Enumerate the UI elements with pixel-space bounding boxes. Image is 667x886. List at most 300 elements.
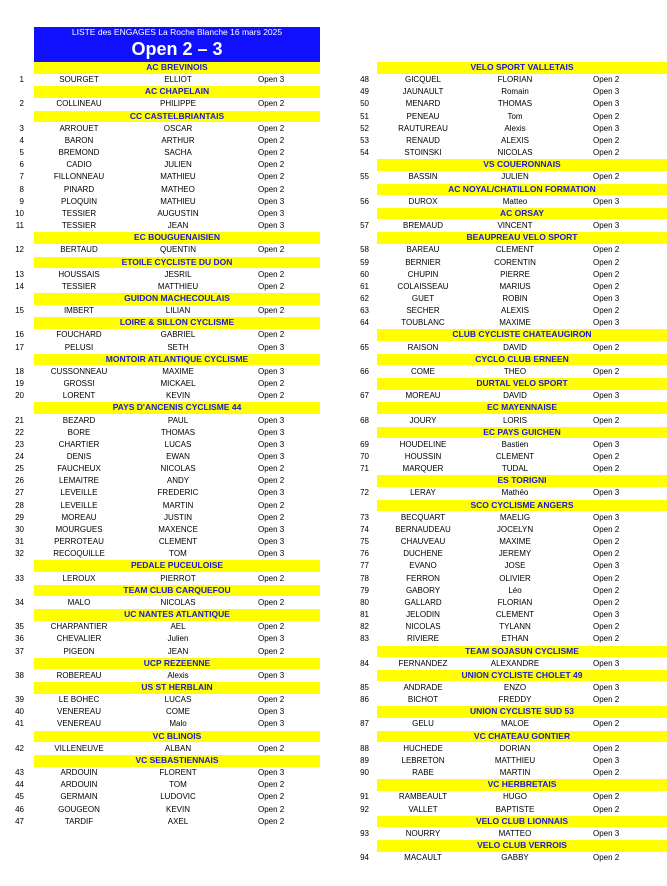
rider-row	[0, 573, 330, 585]
rider-row	[345, 342, 667, 354]
rider-lastname: FOUCHARD	[56, 330, 102, 340]
rider-number: 59	[360, 257, 369, 267]
club-header-row	[0, 755, 330, 767]
rider-category: Open 2	[593, 792, 620, 802]
rider-lastname: ANDRADE	[403, 682, 443, 692]
rider-row	[0, 159, 330, 171]
rider-lastname: RAMBEAULT	[398, 792, 448, 802]
rider-firstname: CLEMENT	[495, 610, 535, 620]
rider-category: Open 3	[258, 768, 285, 778]
rider-firstname: Malo	[169, 719, 187, 729]
club-name: UCP REZEENNE	[34, 658, 320, 670]
rider-category: Open 2	[593, 281, 620, 291]
rider-firstname: TOM	[169, 780, 187, 790]
rider-lastname: ROBEREAU	[56, 670, 102, 680]
club-name: UNION CYCLISTE CHOLET 49	[377, 670, 667, 682]
rider-firstname: GABBY	[501, 853, 529, 863]
list-subtitle: LISTE des ENGAGES La Roche Blanche 16 mars 2025	[71, 27, 283, 37]
rider-lastname: ARDOUIN	[60, 780, 98, 790]
rider-lastname: CHUPIN	[407, 269, 439, 279]
rider-row	[345, 463, 667, 475]
rider-row	[0, 305, 330, 317]
rider-lastname: MOREAU	[405, 391, 441, 401]
rider-number: 11	[15, 221, 24, 231]
club-header-row	[345, 731, 667, 743]
rider-category: Open 2	[593, 306, 620, 316]
rider-lastname: JAUNAULT	[402, 87, 444, 97]
rider-lastname: GERMAIN	[60, 792, 98, 802]
rider-lastname: LEBRETON	[401, 755, 445, 765]
rider-lastname: STOINSKI	[404, 148, 442, 158]
rider-number: 64	[360, 318, 369, 328]
rider-number: 78	[360, 573, 369, 583]
club-name: VELO CLUB VERROIS	[377, 840, 667, 852]
rider-firstname: JESRIL	[164, 269, 192, 279]
rider-category: Open 3	[593, 755, 620, 765]
club-header-row	[345, 354, 667, 366]
rider-row	[0, 548, 330, 560]
rider-category: Open 2	[593, 366, 620, 376]
rider-row	[0, 621, 330, 633]
rider-lastname: GROSSI	[63, 379, 95, 389]
club-header-row	[345, 706, 667, 718]
rider-category: Open 3	[258, 524, 285, 534]
rider-lastname: MACAULT	[404, 853, 442, 863]
rider-number: 41	[15, 719, 24, 729]
rider-number: 79	[360, 585, 369, 595]
rider-number: 22	[15, 427, 24, 437]
rider-row	[345, 390, 667, 402]
rider-number: 27	[15, 488, 24, 498]
rider-lastname: PELUSI	[64, 342, 94, 352]
rider-firstname: CORENTIN	[494, 257, 536, 267]
rider-firstname: KEVIN	[165, 391, 190, 401]
rider-firstname: THOMAS	[160, 427, 196, 437]
list-title: Open 2 – 3	[131, 39, 223, 59]
rider-number: 75	[360, 537, 369, 547]
rider-number: 55	[360, 172, 369, 182]
rider-firstname: CLEMENT	[495, 245, 535, 255]
rider-lastname: RAUTUREAU	[398, 123, 448, 133]
rider-lastname: TOUBLANC	[401, 318, 445, 328]
rider-category: Open 2	[258, 695, 285, 705]
rider-category: Open 2	[593, 597, 620, 607]
club-header-row	[0, 257, 330, 269]
rider-number: 63	[360, 306, 369, 316]
rider-number: 80	[360, 597, 369, 607]
rider-category: Open 2	[593, 342, 620, 352]
rider-lastname: JOURY	[409, 415, 437, 425]
rider-category: Open 2	[258, 464, 285, 474]
rider-category: Open 2	[258, 99, 285, 109]
rider-firstname: AEL	[170, 622, 186, 632]
rider-category: Open 2	[593, 853, 620, 863]
rider-row	[0, 390, 330, 402]
rider-category: Open 3	[593, 123, 620, 133]
rider-lastname: BERNIER	[405, 257, 441, 267]
rider-number: 48	[360, 75, 369, 85]
club-name: GUIDON MACHECOULAIS	[34, 293, 320, 305]
rider-number: 60	[360, 269, 369, 279]
rider-number: 67	[360, 391, 369, 401]
rider-firstname: LUCAS	[164, 695, 192, 705]
rider-lastname: MALO	[67, 597, 91, 607]
rider-row	[345, 718, 667, 730]
club-header-row	[345, 427, 667, 439]
club-header-row	[345, 646, 667, 658]
rider-number: 38	[15, 670, 24, 680]
club-header-row	[0, 585, 330, 597]
rider-firstname: OSCAR	[163, 123, 193, 133]
rider-firstname: BAPTISTE	[495, 804, 535, 814]
rider-row	[0, 706, 330, 718]
rider-row	[345, 828, 667, 840]
rider-number: 56	[360, 196, 369, 206]
rider-firstname: MATHEO	[161, 184, 195, 194]
rider-number: 72	[360, 488, 369, 498]
rider-number: 35	[15, 622, 24, 632]
rider-lastname: VILLENEUVE	[54, 743, 104, 753]
rider-number: 73	[360, 512, 369, 522]
rider-lastname: NICOLAS	[405, 622, 441, 632]
rider-firstname: NICOLAS	[160, 597, 196, 607]
rider-category: Open 2	[593, 695, 620, 705]
rider-firstname: Alexis	[504, 123, 526, 133]
club-name: AC ORSAY	[377, 208, 667, 220]
rider-firstname: ELLIOT	[164, 75, 192, 85]
rider-category: Open 2	[593, 768, 620, 778]
rider-firstname: MARTIN	[162, 500, 194, 510]
rider-lastname: IMBERT	[63, 306, 95, 316]
rider-lastname: VENEREAU	[56, 719, 101, 729]
rider-firstname: MATHIEU	[160, 172, 196, 182]
rider-row	[0, 135, 330, 147]
rider-lastname: EVANO	[409, 561, 437, 571]
rider-number: 69	[360, 439, 369, 449]
rider-category: Open 2	[258, 330, 285, 340]
rider-category: Open 3	[593, 561, 620, 571]
club-name: UC NANTES ATLANTIQUE	[34, 609, 320, 621]
rider-category: Open 3	[593, 196, 620, 206]
rider-category: Open 2	[593, 111, 620, 121]
rider-category: Open 2	[258, 646, 285, 656]
rider-category: Open 3	[258, 415, 285, 425]
rider-row	[0, 475, 330, 487]
rider-firstname: Julien	[167, 634, 189, 644]
club-name: UNION CYCLISTE SUD 53	[377, 706, 667, 718]
rider-firstname: ALEXIS	[500, 135, 529, 145]
rider-category: Open 2	[258, 622, 285, 632]
rider-lastname: BERNAUDEAU	[395, 524, 451, 534]
rider-row	[0, 694, 330, 706]
rider-firstname: Romain	[501, 87, 529, 97]
rider-row	[345, 74, 667, 86]
rider-category: Open 2	[593, 148, 620, 158]
rider-row	[345, 123, 667, 135]
rider-lastname: BREMAUD	[402, 221, 443, 231]
rider-firstname: LUCAS	[164, 439, 192, 449]
rider-firstname: ETHAN	[501, 634, 529, 644]
rider-row	[345, 366, 667, 378]
rider-number: 6	[19, 160, 24, 170]
club-name: VELO CLUB LIONNAIS	[377, 816, 667, 828]
rider-firstname: DORIAN	[499, 743, 531, 753]
club-name: ES TORIGNI	[377, 475, 667, 487]
rider-number: 57	[360, 221, 369, 231]
rider-category: Open 2	[593, 634, 620, 644]
rider-number: 62	[360, 293, 369, 303]
rider-category: Open 2	[593, 452, 620, 461]
rider-category: Open 3	[593, 828, 620, 838]
rider-row	[0, 244, 330, 256]
club-header-row	[345, 840, 667, 852]
club-name: VC SEBASTIENNAIS	[34, 755, 320, 767]
rider-lastname: DUCHENE	[403, 549, 443, 559]
rider-category: Open 3	[258, 208, 285, 218]
rider-category: Open 2	[593, 573, 620, 583]
rider-category: Open 2	[258, 743, 285, 753]
club-name: MONTOIR ATLANTIQUE CYCLISME	[34, 354, 320, 366]
rider-firstname: JEAN	[167, 646, 189, 656]
rider-lastname: CHAUVEAU	[400, 537, 446, 547]
rider-category: Open 2	[258, 184, 285, 194]
rider-firstname: SETH	[167, 342, 189, 352]
rider-category: Open 3	[258, 75, 285, 85]
rider-firstname: SACHA	[164, 148, 192, 158]
rider-firstname: PIERRE	[500, 269, 530, 279]
rider-row	[0, 451, 330, 463]
rider-lastname: CHEVALIER	[56, 634, 102, 644]
rider-row	[345, 293, 667, 305]
club-header-row	[345, 670, 667, 682]
rider-firstname: MATTEO	[498, 828, 532, 838]
rider-number: 14	[15, 281, 24, 291]
rider-category: Open 2	[593, 804, 620, 814]
rider-number: 32	[15, 549, 24, 559]
rider-number: 37	[15, 646, 24, 656]
rider-firstname: Tom	[507, 111, 523, 121]
rider-lastname: LERAY	[410, 488, 436, 498]
club-header-row	[345, 378, 667, 390]
rider-row	[0, 427, 330, 439]
rider-firstname: NICOLAS	[160, 464, 196, 474]
rider-firstname: CLEMENT	[495, 452, 535, 461]
rider-firstname: MICKAEL	[160, 379, 196, 389]
rider-number: 21	[15, 415, 24, 425]
rider-category: Open 3	[258, 488, 285, 498]
rider-lastname: TESSIER	[61, 221, 97, 231]
rider-category: Open 3	[593, 99, 620, 109]
rider-category: Open 2	[258, 391, 285, 401]
rider-number: 45	[15, 792, 24, 802]
rider-number: 89	[360, 755, 369, 765]
rider-row	[345, 804, 667, 816]
rider-number: 70	[360, 452, 369, 461]
club-header-row	[0, 402, 330, 414]
rider-category: Open 2	[258, 512, 285, 522]
rider-firstname: LORIS	[502, 415, 527, 425]
rider-row	[0, 524, 330, 536]
club-header-row	[0, 682, 330, 694]
club-header-row	[0, 317, 330, 329]
rider-firstname: JEREMY	[498, 549, 532, 559]
rider-number: 24	[15, 452, 24, 461]
rider-category: Open 2	[258, 269, 285, 279]
rider-row	[0, 633, 330, 645]
rider-lastname: GABORY	[405, 585, 441, 595]
rider-row	[0, 463, 330, 475]
rider-row	[345, 439, 667, 451]
rider-number: 84	[360, 658, 369, 668]
rider-row	[345, 171, 667, 183]
rider-lastname: COME	[411, 366, 435, 376]
rider-category: Open 2	[258, 160, 285, 170]
rider-row	[345, 244, 667, 256]
club-header-row	[0, 609, 330, 621]
rider-number: 2	[19, 99, 24, 109]
rider-row	[0, 184, 330, 196]
rider-category: Open 2	[593, 622, 620, 632]
rider-row	[345, 196, 667, 208]
rider-row	[0, 269, 330, 281]
club-header-row	[0, 731, 330, 743]
rider-category: Open 3	[593, 488, 620, 498]
rider-row	[345, 451, 667, 463]
rider-number: 5	[19, 148, 24, 158]
rider-row	[345, 573, 667, 585]
club-name: CLUB CYCLISTE CHATEAUGIRON	[377, 329, 667, 341]
rider-lastname: BASSIN	[408, 172, 438, 182]
rider-firstname: AUGUSTIN	[157, 208, 199, 218]
rider-number: 77	[360, 561, 369, 571]
rider-lastname: FAUCHEUX	[57, 464, 101, 474]
rider-number: 31	[15, 537, 24, 547]
rider-row	[345, 560, 667, 572]
rider-category: Open 3	[593, 610, 620, 620]
rider-row	[345, 633, 667, 645]
rider-category: Open 3	[258, 196, 285, 206]
rider-firstname: Alexis	[167, 670, 189, 680]
rider-row	[345, 317, 667, 329]
club-name: SCO CYCLISME ANGERS	[377, 500, 667, 512]
rider-row	[345, 621, 667, 633]
rider-number: 86	[360, 695, 369, 705]
rider-lastname: DENIS	[66, 452, 92, 461]
rider-number: 91	[360, 792, 369, 802]
rider-row	[0, 646, 330, 658]
rider-firstname: TOM	[169, 549, 187, 559]
rider-firstname: Léo	[508, 585, 522, 595]
rider-firstname: DAVID	[503, 342, 527, 352]
rider-firstname: ROBIN	[502, 293, 528, 303]
rider-firstname: MARTIN	[499, 768, 531, 778]
rider-firstname: MARIUS	[499, 281, 531, 291]
rider-firstname: Mathéo	[501, 488, 529, 498]
rider-row	[345, 257, 667, 269]
rider-lastname: GALLARD	[404, 597, 442, 607]
rider-category: Open 2	[258, 816, 285, 826]
rider-number: 39	[15, 695, 24, 705]
rider-category: Open 2	[593, 743, 620, 753]
rider-category: Open 2	[593, 135, 620, 145]
rider-number: 92	[360, 804, 369, 814]
rider-row	[0, 804, 330, 816]
rider-lastname: BECQUART	[400, 512, 446, 522]
rider-category: Open 3	[258, 452, 285, 461]
rider-lastname: FERRON	[406, 573, 440, 583]
club-name: ETOILE CYCLISTE DU DON	[34, 257, 320, 269]
rider-firstname: THOMAS	[497, 99, 533, 109]
rider-category: Open 2	[258, 780, 285, 790]
club-header-row	[345, 329, 667, 341]
rider-category: Open 2	[258, 500, 285, 510]
rider-firstname: TUDAL	[501, 464, 529, 474]
rider-category: Open 3	[593, 293, 620, 303]
rider-number: 9	[19, 196, 24, 206]
rider-lastname: VENEREAU	[56, 707, 101, 717]
rider-row	[0, 487, 330, 499]
rider-number: 87	[360, 719, 369, 729]
rider-lastname: LEVEILLE	[60, 488, 98, 498]
rider-firstname: MAELIG	[499, 512, 531, 522]
rider-number: 51	[360, 111, 369, 121]
rider-lastname: CHARTIER	[58, 439, 100, 449]
rider-number: 85	[360, 682, 369, 692]
rider-lastname: PENEAU	[406, 111, 440, 121]
rider-row	[345, 98, 667, 110]
rider-lastname: SOURGET	[59, 75, 99, 85]
rider-lastname: VALLET	[408, 804, 438, 814]
rider-firstname: MATTHIEU	[157, 281, 199, 291]
rider-lastname: RABE	[412, 768, 434, 778]
club-name: TEAM CLUB CARQUEFOU	[34, 585, 320, 597]
rider-lastname: MARQUER	[402, 464, 444, 474]
rider-lastname: CUSSONNEAU	[50, 366, 108, 376]
rider-lastname: COLLINEAU	[56, 99, 102, 109]
rider-lastname: JELODIN	[406, 610, 440, 620]
rider-firstname: ANDY	[166, 476, 190, 486]
rider-category: Open 3	[593, 512, 620, 522]
rider-category: Open 3	[258, 707, 285, 717]
rider-category: Open 2	[258, 135, 285, 145]
rider-firstname: QUENTIN	[160, 245, 196, 255]
club-name: CC CASTELBRIANTAIS	[34, 111, 320, 123]
rider-lastname: RAISON	[407, 342, 439, 352]
rider-row	[345, 281, 667, 293]
club-header-row	[345, 184, 667, 196]
rider-category: Open 3	[258, 366, 285, 376]
rider-row	[0, 743, 330, 755]
club-header-row	[0, 62, 330, 74]
rider-row	[0, 147, 330, 159]
club-name: DURTAL VELO SPORT	[377, 378, 667, 390]
rider-number: 12	[15, 245, 24, 255]
rider-category: Open 2	[593, 549, 620, 559]
rider-lastname: BORE	[67, 427, 91, 437]
club-header-row	[0, 232, 330, 244]
rider-firstname: CLEMENT	[158, 537, 198, 547]
rider-category: Open 3	[258, 537, 285, 547]
rider-row	[345, 682, 667, 694]
rider-row	[345, 694, 667, 706]
rider-row	[0, 74, 330, 86]
rider-lastname: BERTAUD	[60, 245, 98, 255]
rider-lastname: MENARD	[405, 99, 441, 109]
rider-lastname: PINARD	[63, 184, 95, 194]
rider-lastname: HUCHEDE	[403, 743, 443, 753]
rider-category: Open 3	[593, 87, 620, 97]
rider-row	[0, 98, 330, 110]
